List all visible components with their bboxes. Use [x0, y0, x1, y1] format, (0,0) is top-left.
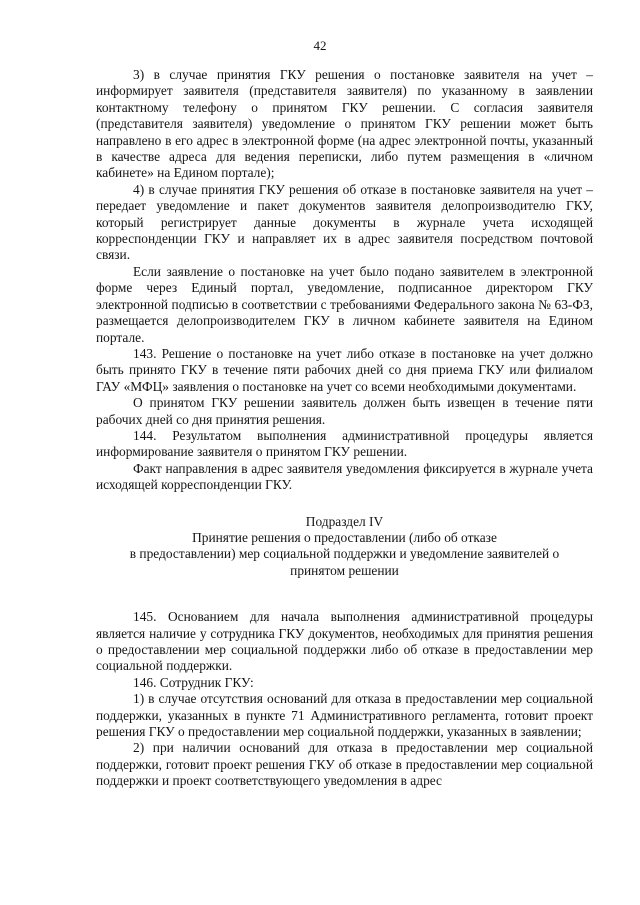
paragraph-146-item-2: 2) при наличии оснований для отказа в предоставлении мер социальной поддержки, готовит проект решения ГКУ об отказе в предоставлении мер социальной поддержки и проект соответствующего уведомления в адрес — [96, 740, 593, 789]
page-number: 42 — [313, 38, 327, 53]
paragraph-registration-fact: Факт направления в адрес заявителя уведомления фиксируется в журнале учета исходящей корреспонденции ГКУ. — [96, 460, 593, 493]
subsection-title: Подраздел IV — [305, 513, 384, 529]
paragraph-146-item-1: 1) в случае отсутствия оснований для отказа в предоставлении мер социальной поддержки, указанных в пункте 71 Административного регламента, готовит проект решения ГКУ о предоставлении мер социальной поддержки, указанных в заявлении; — [96, 691, 593, 740]
paragraph-electronic-notice: Если заявление о постановке на учет было подано заявителем в электронной форме через Единый портал, уведомление, подписанное директором ГКУ электронной подписью в соответствии с требованиями Федерального закона № 63-ФЗ, размещается делопроизводителем ГКУ в личном кабинете заявителя на Едином портале. — [96, 263, 593, 345]
subsection-heading-line-1: Принятие решения о предоставлении (либо об отказе — [192, 529, 497, 545]
paragraph-item-3: 3) в случае принятия ГКУ решения о постановке заявителя на учет – информирует заявителя (представителя заявителя) по указанному в заявлении контактному телефону о принятом ГКУ решении. С согласия заявителя (представителя заявителя) уведомление о принятом ГКУ решении может быть направлено в его адрес в электронной форме (на адрес электронной почты, указанный в качестве адреса для ведения переписки, либо путем размещения в «личном кабинете» на Едином портале); — [96, 67, 593, 181]
paragraph-145: 145. Основанием для начала выполнения административной процедуры является наличие у сотрудника ГКУ документов, необходимых для принятия решения о предоставлении мер социальной поддержки либо об отказе в предоставлении мер социальной поддержки. — [96, 609, 593, 674]
paragraph-143: 143. Решение о постановке на учет либо отказе в постановке на учет должно быть принято ГКУ в течение пяти рабочих дней со дня приема ГКУ или филиалом ГАУ «МФЦ» заявления о постановке на учет со всеми необходимыми документами. — [96, 345, 593, 394]
paragraph-146: 146. Сотрудник ГКУ: — [133, 674, 254, 690]
paragraph-notification-deadline: О принятом ГКУ решении заявитель должен быть извещен в течение пяти рабочих дней со дня принятия решения. — [96, 395, 593, 427]
subsection-heading-line-3: принятом решении — [290, 562, 399, 578]
paragraph-item-4: 4) в случае принятия ГКУ решения об отказе в постановке заявителя на учет – передает уведомление и пакет документов заявителя делопроизводителю ГКУ, который регистрирует данные документы в журнале учета исходящей корреспонденции ГКУ и направляет их в адрес заявителя посредством почтовой связи. — [96, 181, 593, 263]
subsection-heading-line-2: в предоставлении) мер социальной поддержки и уведомление заявителей о — [129, 546, 560, 562]
paragraph-144: 144. Результатом выполнения административной процедуры является информирование заявителя о принятом ГКУ решении. — [96, 427, 593, 460]
page-content — [96, 67, 593, 790]
